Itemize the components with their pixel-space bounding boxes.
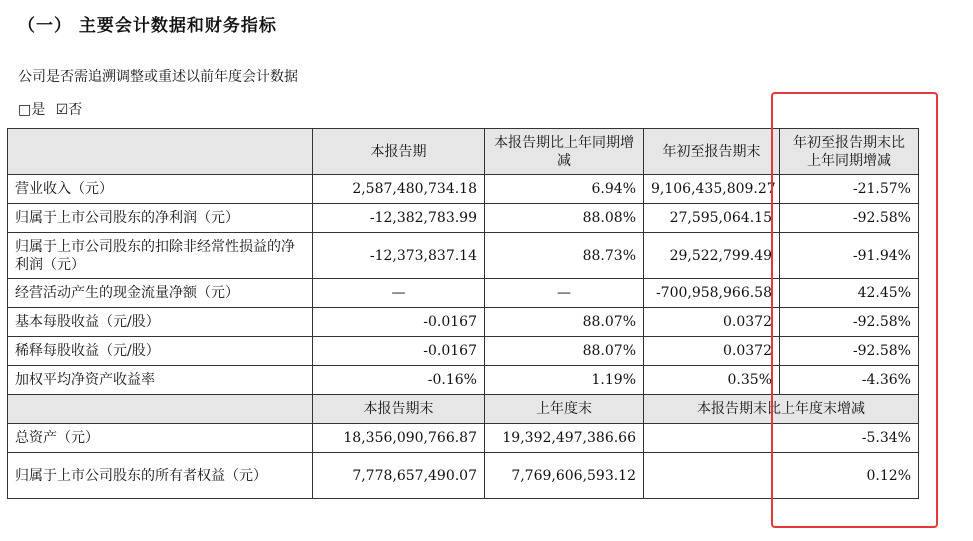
header-cell: [8, 395, 313, 424]
header-cell: 年初至报告期末: [644, 129, 780, 175]
table-row: [8, 366, 919, 395]
header-cell: 本报告期比上年同期增减: [485, 129, 644, 175]
table-cell: 7,769,606,593.12: [485, 453, 644, 499]
table-cell: -700,958,966.58: [644, 279, 780, 308]
header-cell: 本报告期末比上年度末增减: [644, 395, 919, 424]
header-cell: 本报告期末: [313, 395, 485, 424]
table-row: [8, 424, 919, 453]
table-cell: 42.45%: [780, 279, 919, 308]
restatement-options: [18, 99, 88, 119]
table-cell: 0.0372: [644, 337, 780, 366]
row-label: 归属于上市公司股东的所有者权益（元）: [8, 453, 313, 499]
table-row: [8, 204, 919, 233]
row-label: 归属于上市公司股东的扣除非经常性损益的净利润（元）: [8, 233, 313, 279]
header-cell: [8, 129, 313, 175]
table-row: [8, 337, 919, 366]
table-cell: —: [313, 279, 485, 308]
checkbox-yes[interactable]: □是: [18, 102, 46, 118]
table-cell: 7,778,657,490.07: [313, 453, 485, 499]
table-cell: -92.58%: [780, 308, 919, 337]
table-row: [8, 233, 919, 279]
section-heading: （一） 主要会计数据和财务指标: [18, 16, 277, 36]
header-cell: 本报告期: [313, 129, 485, 175]
table-cell: 19,392,497,386.66: [485, 424, 644, 453]
header-cell: 年初至报告期末比上年同期增减: [780, 129, 919, 175]
table-row: [8, 308, 919, 337]
table-cell: -12,382,783.99: [313, 204, 485, 233]
table-cell: -0.0167: [313, 337, 485, 366]
table-cell: -5.34%: [644, 424, 919, 453]
table-cell: 18,356,090,766.87: [313, 424, 485, 453]
table-cell: -0.0167: [313, 308, 485, 337]
table-header-row: [8, 129, 919, 175]
table-cell: 88.08%: [485, 204, 644, 233]
table-cell: 0.35%: [644, 366, 780, 395]
table-cell: 1.19%: [485, 366, 644, 395]
financial-indicators-table: [7, 128, 919, 499]
table-row: [8, 175, 919, 204]
table-row: [8, 453, 919, 499]
table-cell: 0.0372: [644, 308, 780, 337]
table-cell: -0.16%: [313, 366, 485, 395]
table-cell: 88.07%: [485, 308, 644, 337]
table-cell: 2,587,480,734.18: [313, 175, 485, 204]
table-cell: -4.36%: [780, 366, 919, 395]
row-label: 加权平均净资产收益率: [8, 366, 313, 395]
table-cell: 88.07%: [485, 337, 644, 366]
table-cell: -92.58%: [780, 337, 919, 366]
table-cell: 0.12%: [644, 453, 919, 499]
table-cell: -12,373,837.14: [313, 233, 485, 279]
table-cell: 27,595,064.15: [644, 204, 780, 233]
checkbox-no[interactable]: ☑否: [55, 102, 83, 118]
row-label: 基本每股收益（元/股）: [8, 308, 313, 337]
table-cell: -91.94%: [780, 233, 919, 279]
table-cell: 9,106,435,809.27: [644, 175, 780, 204]
table-cell: -92.58%: [780, 204, 919, 233]
row-label: 经营活动产生的现金流量净额（元）: [8, 279, 313, 308]
table-row: [8, 279, 919, 308]
table-cell: -21.57%: [780, 175, 919, 204]
table-cell: 6.94%: [485, 175, 644, 204]
table-header-row: [8, 395, 919, 424]
table-cell: 88.73%: [485, 233, 644, 279]
row-label: 稀释每股收益（元/股）: [8, 337, 313, 366]
row-label: 营业收入（元）: [8, 175, 313, 204]
header-cell: 上年度末: [485, 395, 644, 424]
row-label: 归属于上市公司股东的净利润（元）: [8, 204, 313, 233]
table-cell: 29,522,799.49: [644, 233, 780, 279]
restatement-question: 公司是否需追溯调整或重述以前年度会计数据: [18, 69, 298, 85]
row-label: 总资产（元）: [8, 424, 313, 453]
table-cell: —: [485, 279, 644, 308]
